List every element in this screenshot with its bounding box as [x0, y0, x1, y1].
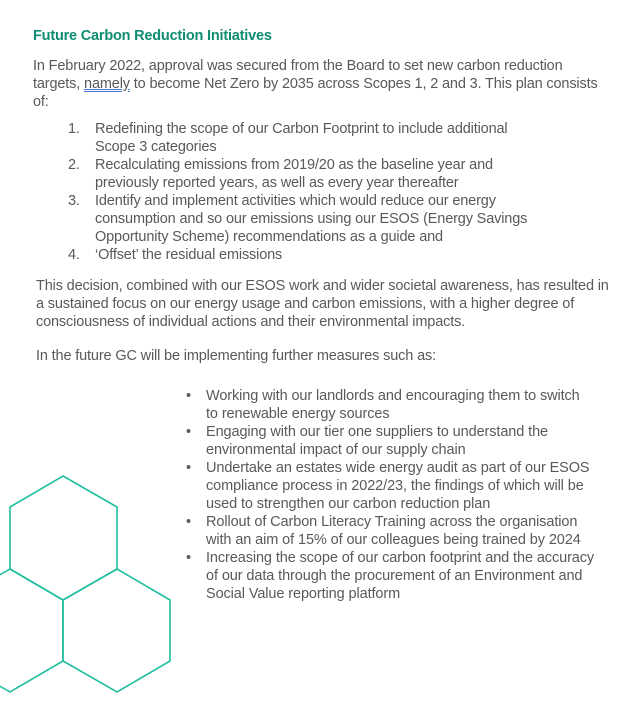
list-item: [185, 549, 595, 603]
list-item-text: Increasing the scope of our carbon footprint and the accuracy of our data through the procurement of an Environment and Social Value reporting platform: [206, 550, 595, 602]
hexagon-bottom-right-icon: [63, 569, 170, 692]
intro-paragraph: [33, 57, 603, 111]
hexagon-top-icon: [10, 476, 117, 600]
list-number: 2.: [68, 157, 80, 173]
list-item-text: Identify and implement activities which would reduce our energy consumption and so our emissions using our ESOS (Energy Savings Opportunity Scheme) recommendations as a guide and: [95, 193, 528, 245]
future-intro-paragraph: In the future GC will be implementing further measures such as:: [36, 348, 436, 364]
list-number: 4.: [68, 247, 80, 263]
future-measures-list: [185, 387, 595, 603]
list-item-text: Recalculating emissions from 2019/20 as the baseline year and previously reported years, as well as every year thereafter: [95, 157, 493, 191]
bullet-icon: •: [186, 550, 191, 566]
intro-text-before: In February 2022, approval was secured from the Board to set new carbon reduction targets,: [33, 58, 563, 92]
list-number: 3.: [68, 193, 80, 209]
list-item-text: Undertake an estates wide energy audit as part of our ESOS compliance process in 2022/23, the findings of which will be used to strengthen our carbon reduction plan: [206, 460, 590, 512]
list-item: [68, 156, 548, 192]
bullet-icon: •: [186, 388, 191, 404]
list-item-text: Engaging with our tier one suppliers to understand the environmental impact of our supply chain: [206, 424, 549, 458]
bullet-icon: •: [186, 460, 191, 476]
list-item: [68, 192, 548, 246]
decision-paragraph: This decision, combined with our ESOS work and wider societal awareness, has resulted in a sustained focus on our energy usage and carbon emissions, with a higher degree of consciousness of individual actions and their environmental impacts.: [36, 278, 609, 330]
list-item-text: Rollout of Carbon Literacy Training across the organisation with an aim of 15% of our colleagues being trained by 2024: [206, 514, 581, 548]
list-item-text: Working with our landlords and encouraging them to switch to renewable energy sources: [206, 388, 580, 422]
list-number: 1.: [68, 121, 80, 137]
list-item: [68, 246, 548, 264]
spellcheck-flagged-word[interactable]: namely: [84, 76, 130, 92]
plan-steps-list: [68, 120, 548, 264]
list-item-text: ‘Offset’ the residual emissions: [95, 247, 283, 263]
section-heading: Future Carbon Reduction Initiatives: [33, 28, 272, 44]
bullet-icon: •: [186, 424, 191, 440]
list-item: [185, 387, 595, 423]
hexagon-bottom-left-icon: [0, 569, 63, 692]
list-item: [68, 120, 548, 156]
list-item: [185, 459, 595, 513]
intro-text-after: to become Net Zero by 2035 across Scopes 1, 2 and 3. This plan consists of:: [33, 76, 598, 110]
list-item: [185, 423, 595, 459]
list-item: [185, 513, 595, 549]
list-item-text: Redefining the scope of our Carbon Footprint to include additional Scope 3 categories: [95, 121, 508, 155]
bullet-icon: •: [186, 514, 191, 530]
